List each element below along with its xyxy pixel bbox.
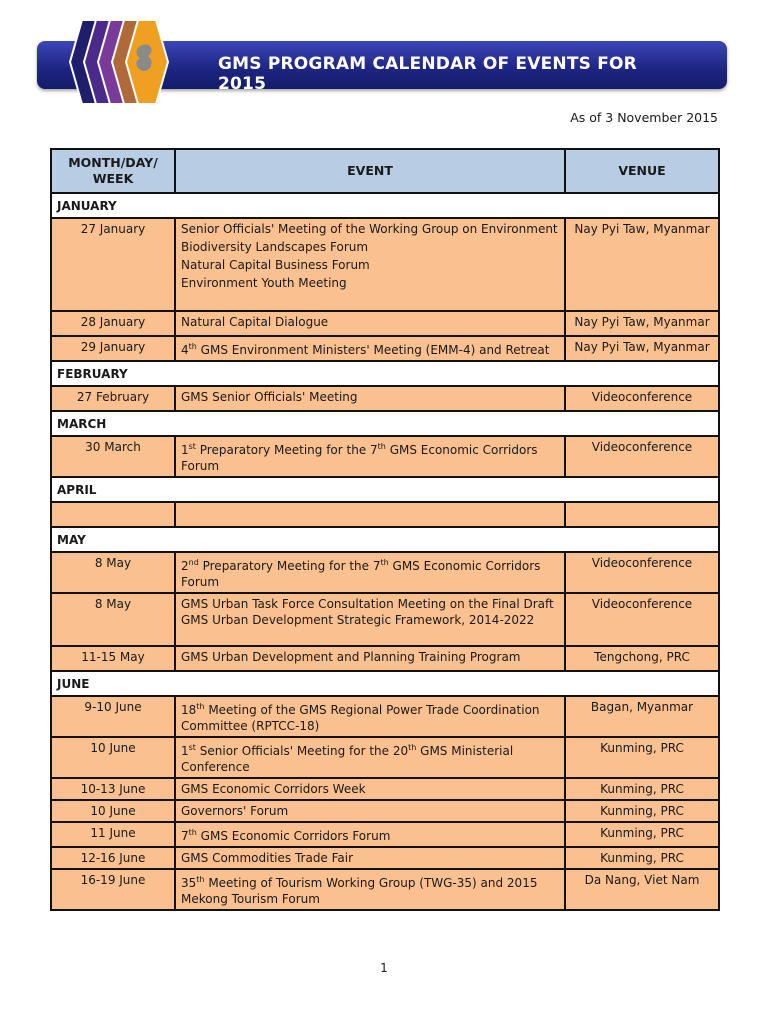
event-date: 10-13 June (51, 778, 175, 800)
column-header-date: MONTH/DAY/ WEEK (51, 149, 175, 193)
event-venue: Bagan, Myanmar (565, 696, 719, 737)
event-name: 2nd Preparatory Meeting for the 7th GMS Economic Corridors Forum (175, 552, 565, 593)
event-venue: Da Nang, Viet Nam (565, 869, 719, 910)
table-row (51, 436, 719, 477)
event-name: 4th GMS Environment Ministers' Meeting (EMM-4) and Retreat (175, 336, 565, 361)
table-row (51, 552, 719, 593)
event-name: GMS Economic Corridors Week (175, 778, 565, 800)
event-name: Environment Youth Meeting (181, 276, 347, 290)
event-venue: Tengchong, PRC (565, 646, 719, 671)
event-venue: Kunming, PRC (565, 778, 719, 800)
event-venue: Videoconference (565, 552, 719, 593)
table-row (51, 218, 719, 311)
event-name: 35th Meeting of Tourism Working Group (TWG-35) and 2015 Mekong Tourism Forum (175, 869, 565, 910)
month-row-april: APRIL (51, 477, 719, 502)
event-name: Biodiversity Landscapes Forum (181, 240, 369, 254)
event-venue: Videoconference (565, 593, 719, 646)
event-venue: Kunming, PRC (565, 847, 719, 869)
table-row (51, 646, 719, 671)
month-row-january: JANUARY (51, 193, 719, 218)
event-name: Senior Officials' Meeting of the Working Group on Environment (181, 222, 558, 236)
event-name: 18th Meeting of the GMS Regional Power Trade Coordination Committee (RPTCC-18) (175, 696, 565, 737)
event-venue: Videoconference (565, 436, 719, 477)
table-header-row (51, 149, 719, 193)
event-date: 27 February (51, 386, 175, 411)
event-date: 30 March (51, 436, 175, 477)
table-row (51, 869, 719, 910)
table-row (51, 778, 719, 800)
event-venue: Kunming, PRC (565, 737, 719, 778)
table-row (51, 593, 719, 646)
event-venue: Nay Pyi Taw, Myanmar (565, 311, 719, 336)
calendar-table (50, 148, 720, 911)
month-row-june: JUNE (51, 671, 719, 696)
event-date: 12-16 June (51, 847, 175, 869)
column-header-venue: VENUE (565, 149, 719, 193)
event-date: 29 January (51, 336, 175, 361)
event-name: Governors' Forum (175, 800, 565, 822)
table-row (51, 696, 719, 737)
event-name: GMS Commodities Trade Fair (175, 847, 565, 869)
month-row-may: MAY (51, 527, 719, 552)
event-venue: Nay Pyi Taw, Myanmar (565, 218, 719, 311)
event-date: 11 June (51, 822, 175, 847)
event-name: GMS Urban Development and Planning Training Program (175, 646, 565, 671)
event-date: 8 May (51, 552, 175, 593)
event-name: Natural Capital Dialogue (175, 311, 565, 336)
event-date: 16-19 June (51, 869, 175, 910)
table-row-empty (51, 502, 719, 527)
event-date: 8 May (51, 593, 175, 646)
event-cell (175, 218, 565, 311)
event-venue: Videoconference (565, 386, 719, 411)
page-number: 1 (380, 961, 388, 975)
column-header-event: EVENT (175, 149, 565, 193)
month-row-march: MARCH (51, 411, 719, 436)
event-date: 11-15 May (51, 646, 175, 671)
table-row (51, 800, 719, 822)
event-date: 10 June (51, 737, 175, 778)
table-row (51, 336, 719, 361)
event-venue: Kunming, PRC (565, 822, 719, 847)
event-date: 10 June (51, 800, 175, 822)
event-date: 27 January (51, 218, 175, 311)
event-date: 9-10 June (51, 696, 175, 737)
gms-logo-icon (64, 18, 176, 106)
event-name: 1st Preparatory Meeting for the 7th GMS Economic Corridors Forum (175, 436, 565, 477)
event-name: 1st Senior Officials' Meeting for the 20th GMS Ministerial Conference (175, 737, 565, 778)
table-row (51, 737, 719, 778)
event-name: GMS Senior Officials' Meeting (175, 386, 565, 411)
table-row (51, 386, 719, 411)
table-row (51, 822, 719, 847)
table-row (51, 311, 719, 336)
as-of-date: As of 3 November 2015 (570, 110, 718, 125)
event-venue: Nay Pyi Taw, Myanmar (565, 336, 719, 361)
month-row-february: FEBRUARY (51, 361, 719, 386)
page-title: GMS PROGRAM CALENDAR OF EVENTS FOR 2015 (218, 54, 637, 94)
event-name: GMS Urban Task Force Consultation Meeting on the Final Draft GMS Urban Development Strategic Framework, 2014-2022 (175, 593, 565, 646)
event-date: 28 January (51, 311, 175, 336)
event-venue: Kunming, PRC (565, 800, 719, 822)
table-row (51, 847, 719, 869)
event-name: Natural Capital Business Forum (181, 258, 370, 272)
event-name: 7th GMS Economic Corridors Forum (175, 822, 565, 847)
